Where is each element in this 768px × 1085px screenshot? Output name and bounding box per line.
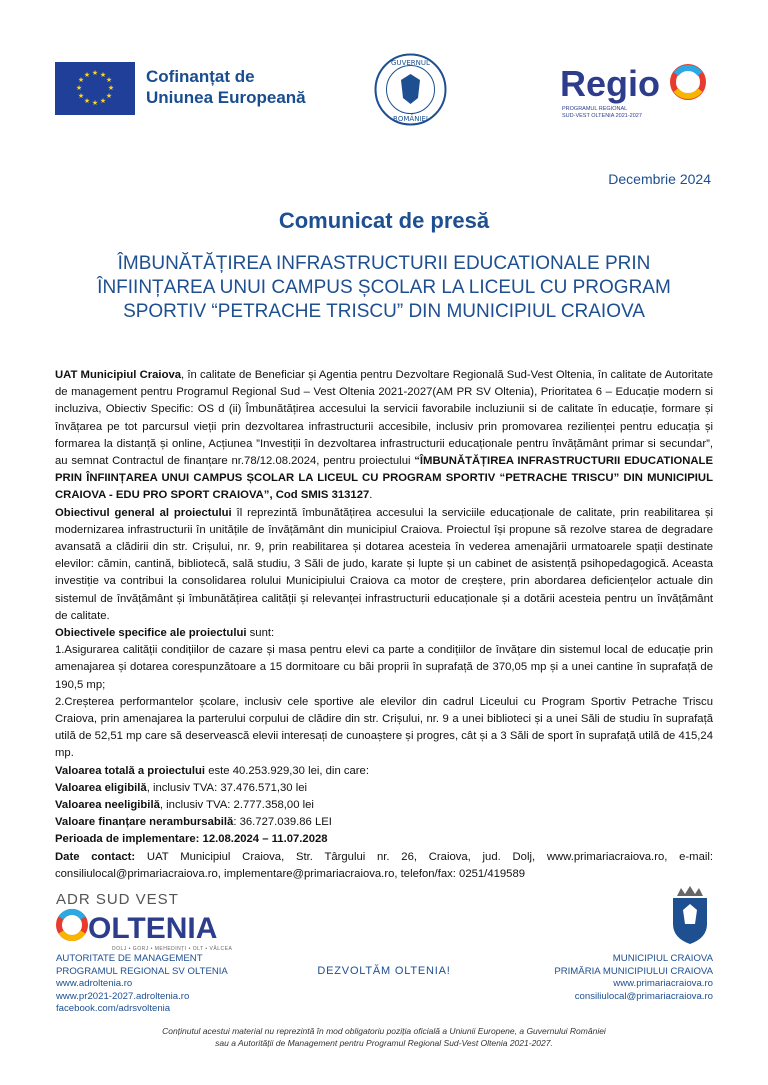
contact-text: UAT Municipiul Craiova, Str. Târgului nr. 26, Craiova, jud. Dolj, www.primariacraiova.ro, e-mail: consiliulocal@primariacraiova.ro, implementare@primariacraiova.ro, telefon/fax: 0251/419589: [55, 850, 714, 880]
press-release-body: [55, 367, 713, 883]
total-value-label: Valoarea totală a proiectului: [55, 764, 206, 777]
project-title-line-1: ÎMBUNĂTĂȚIREA INFRASTRUCTURII EDUCATIONALE PRIN: [117, 253, 651, 274]
svg-text:★: ★: [99, 97, 107, 105]
craiova-crest-logo: [665, 884, 715, 946]
project-title: [70, 252, 698, 324]
specific-objective-1: 1.Asigurarea calității condițiilor de cazare și masa pentru elevi ca parte a condițiilor de învățare din sistemul local de educație prin amenajarea și dotarea corespunzătoare a 15 dormitoare cu băi proprii în suprafață de 370,05 mp și a unei cantine în suprafață de 190,5 mp;: [55, 644, 713, 691]
right-footer-line-2: PRIMĂRIA MUNICIPIULUI CRAIOVA: [554, 965, 713, 977]
svg-text:★: ★: [83, 71, 91, 79]
regio-word: Regio: [560, 63, 661, 104]
specific-objectives-text: sunt:: [246, 627, 275, 640]
eu-line-2: Uniunea Europeană: [146, 88, 306, 107]
grant-value-label: Valoare finanțare nerambursabilă: [55, 816, 234, 829]
general-objective-label: Obiectivul general al proiectului: [55, 506, 232, 519]
specific-objectives-label: Obiectivele specifice ale proiectului: [55, 627, 247, 640]
svg-text:★: ★: [77, 76, 85, 84]
intro-paragraph: [55, 367, 713, 505]
right-footer-line-4[interactable]: consiliulocal@primariacraiova.ro: [574, 990, 713, 1002]
adr-counties: DOLJ • GORJ • MEHEDINȚI • OLT • VÂLCEA: [112, 946, 233, 952]
svg-text:★: ★: [91, 99, 99, 107]
svg-text:★: ★: [99, 71, 107, 79]
svg-text:★: ★: [77, 92, 85, 100]
specific-objectives-heading: [55, 625, 713, 642]
intro-text: , în calitate de Beneficiar și Agentia pentru Dezvoltare Regională Sud-Vest Oltenia, în calitate de Autoritate de management pentru Programul Regional Sud – Vest Oltenia 2021-2027(AM PR SV Oltenia), Prioritatea 6 – Educație modern si incluziva, Obiectiv Specific: OS d (ii) Îmbunătățirea accesului la servicii favorabile incluziunii si de calitate în educație, formare și învățarea pe tot parcursul vieții prin dezvoltarea infrastructurii accesibile, inclusiv prin promovarea rezilienței pentru educația și formarea la distanță și online, Acțiunea ”Investiții în dezvoltarea infrastructurii educaționale pentru învățământ primar si secundar”, au semnat Contractul de finanțare nr.78/12.08.2024, pentru proiectului: [55, 369, 713, 468]
municipality-contact: [554, 953, 713, 1003]
intro-end: .: [369, 489, 373, 502]
specific-objective-2: 2.Creșterea performantelor școlare, inclusiv cele sportive ale elevilor din cadrul Liceului cu Program Sportiv Petrache Triscu Craiova, prin amenajarea la parterului corpului de clădire din str. Crișului, nr. 9 a unei biblioteci și a unei Săli de studiu în suprafață utilă de 52,51 mp care să deservească elevii interesați de cunoaștere și progres, cât și a 3 Săli de sport în suprafață utilă de 415,24 mp.: [55, 695, 713, 760]
project-name: “ÎMBUNĂTĂȚIREA INFRASTRUCTURII EDUCATIONALE PRIN ÎNFIINȚAREA UNUI CAMPUS ȘCOLAR LA LICEUL CU PROGRAM SPORTIV “PETRACHE TRISCU” DIN MUNICIPIUL CRAIOVA - EDU PRO SPORT CRAIOVA”, Cod SMIS 313127: [55, 455, 713, 502]
adr-logo-word: OLTENIA: [88, 912, 218, 945]
slogan: DEZVOLTĂM OLTENIA!: [317, 965, 451, 977]
adr-oltenia-logo: [56, 905, 242, 947]
project-title-line-3: SPORTIV “PETRACHE TRISCU” DIN MUNICIPIUL CRAIOVA: [123, 301, 645, 322]
svg-text:★: ★: [107, 84, 115, 92]
right-footer-line-1: MUNICIPIUL CRAIOVA: [612, 953, 713, 964]
adr-logo-top-text: ADR SUD VEST: [56, 891, 179, 908]
general-objective-text: îl reprezintă îmbunătățirea accesului la serviciile educaționale de calitate, prin reabilitarea și modernizarea infrastructurii în unitățile de învățământ din municipiul Craiova. Proiectul își propune să rezolve starea de degradare avansată a clădirii din str. Crișului, nr. 9, prin reabilitarea și dotarea acesteia în vederea amenajării urmatoarele spații destinate elevilor: cămin, cantină, bibliotecă, sală studiu, 3 Săli de judo, karate și lupte și un cabinet de asistență psihopedagogică. Aceasta investiție va contribui la consolidarea rolului Municipiului Craiova ca motor de creștere, prin abordarea deficiențelor actuale din sistemul de învățământ și îmbunătățirea calității și relevanței infrastructurii educaționale și a dotării acesteia pentru un învățământ de calitate.: [55, 506, 713, 622]
seal-bottom-text: ROMÂNIEI: [393, 115, 428, 123]
svg-text:★: ★: [75, 84, 83, 92]
eligible-value-text: , inclusiv TVA: 37.476.571,30 lei: [146, 781, 308, 794]
eu-disclaimer: Conținutul acestui material nu reprezintă în mod obligatoriu poziția oficială a Uniunii Europene, a Guvernului României sau a Autorității de Management pentru Programul Regional Sud-Vest Oltenia 2021-2027.: [162, 1026, 606, 1048]
eu-cofinanced-label: [146, 66, 306, 108]
eligible-value-label: Valoarea eligibilă: [55, 781, 147, 794]
ineligible-value-text: , inclusiv TVA: 2.777.358,00 lei: [159, 799, 314, 812]
ineligible-value-line: [55, 797, 713, 814]
left-footer-line-3[interactable]: www.adroltenia.ro: [56, 978, 133, 989]
regio-sub-2: SUD-VEST OLTENIA 2021-2027: [562, 113, 642, 119]
contact-paragraph: [55, 849, 713, 883]
svg-text:★: ★: [105, 92, 113, 100]
page-title: Comunicat de presă: [278, 208, 490, 233]
svg-text:★: ★: [105, 76, 113, 84]
seal-top-text: GUVERNUL: [391, 59, 430, 67]
eu-line-1: Cofinanțat de: [146, 67, 255, 86]
managing-authority-contact: [56, 953, 228, 1016]
right-footer-line-3[interactable]: www.primariacraiova.ro: [613, 978, 713, 989]
contact-label: Date contact:: [55, 850, 136, 863]
svg-text:★: ★: [83, 97, 91, 105]
implementation-period: [55, 831, 713, 848]
eligible-value-line: [55, 780, 713, 797]
total-value-line: [55, 763, 713, 780]
project-title-line-2: ÎNFIINȚAREA UNUI CAMPUS ȘCOLAR LA LICEUL CU PROGRAM: [97, 277, 671, 298]
regio-sub-1: PROGRAMUL REGIONAL: [562, 106, 628, 112]
general-objective-paragraph: [55, 505, 713, 625]
eu-flag-logo: [55, 62, 135, 115]
government-seal-logo: [373, 52, 448, 127]
svg-text:★: ★: [91, 69, 99, 77]
ineligible-value-label: Valoarea neeligibilă: [55, 799, 160, 812]
beneficiary-name: UAT Municipiul Craiova: [55, 369, 182, 381]
left-footer-line-2: PROGRAMUL REGIONAL SV OLTENIA: [56, 965, 228, 977]
press-release-date: Decembrie 2024: [608, 171, 711, 187]
left-footer-line-4[interactable]: www.pr2021-2027.adroltenia.ro: [56, 990, 190, 1002]
left-footer-line-1: AUTORITATE DE MANAGEMENT: [56, 953, 203, 964]
regio-logo: [560, 58, 720, 122]
total-value-text: este 40.253.929,30 lei, din care:: [205, 764, 369, 777]
grant-value-line: [55, 814, 713, 831]
grant-value-text: : 36.727.039.86 LEI: [233, 816, 332, 829]
left-footer-line-5[interactable]: facebook.com/adrsvoltenia: [56, 1003, 171, 1014]
implementation-period-text: Perioada de implementare: 12.08.2024 – 11.07.2028: [55, 833, 328, 846]
